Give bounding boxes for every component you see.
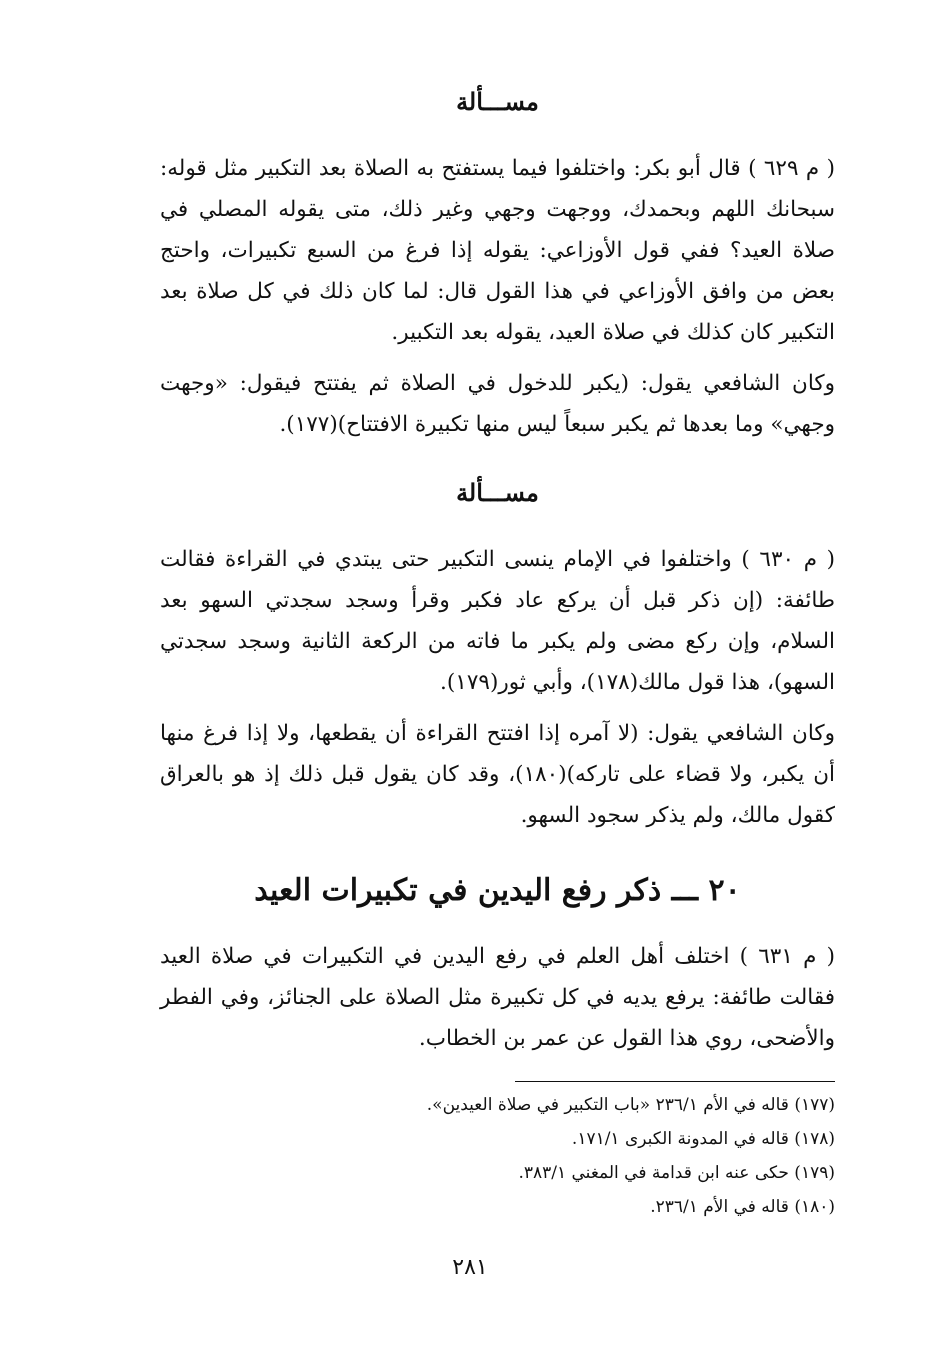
footnote-178: (١٧٨) قاله في المدونة الكبرى ١٧١/١. (571, 1129, 835, 1149)
footnote-divider (515, 1081, 835, 1082)
section-heading: مســـألة (456, 87, 539, 116)
footnote-177: (١٧٧) قاله في الأم ٢٣٦/١ «باب التكبير في صلاة العيدين». (426, 1095, 835, 1115)
paragraph-629-shafii: وكان الشافعي يقول: (يكبر للدخول في الصلاة ثم يفتتح فيقول: «وجهت وجهي» وما بعدها ثم يكبر سبعاً ليس منها تكبيرة الافتتاح)(١٧٧). (160, 371, 835, 437)
section-heading: مســـألة (456, 478, 539, 507)
page-number: ٢٨١ (452, 1255, 488, 1280)
footnote-179: (١٧٩) حكى عنه ابن قدامة في المغني ٣٨٣/١. (518, 1163, 835, 1183)
page-body (160, 80, 835, 1224)
footnotes (335, 1088, 835, 1224)
paragraph-630: ( م ٦٣٠ ) واختلفوا في الإمام ينسى التكبير حتى يبتدي في القراءة فقالت طائفة: (إن ذكر قبل أن يركع عاد فكبر وقرأ وسجد سجدتي السهو بعد السلام، وإن ركع مضى ولم يكبر ما فاته من الركعة الثانية وسجد سجدتي السهو)، هذا قول مالك(١٧٨)، وأبي ثور(١٧٩). (160, 547, 836, 695)
paragraph-631: ( م ٦٣١ ) اختلف أهل العلم في رفع اليدين في التكبيرات في صلاة العيد فقالت طائفة: يرفع يديه في كل تكبيرة مثل الصلاة على الجنائز، وفي الفطر والأضحى، روي هذا القول عن عمر بن الخطاب. (160, 944, 835, 1051)
chapter-title: ٢٠ ـــ ذكر رفع اليدين في تكبيرات العيد (254, 873, 741, 908)
paragraph-629: ( م ٦٢٩ ) قال أبو بكر: واختلفوا فيما يستفتح به الصلاة بعد التكبير مثل قوله: سبحانك اللهم وبحمدك، ووجهت وجهي وغير ذلك، متى يقوله المصلي في صلاة العيد؟ ففي قول الأوزاعي: يقوله إذا فرغ من السبع تكبيرات، واحتج بعض من وافق الأوزاعي في هذا القول قال: لما كان ذلك في كل صلاة بعد التكبير كان كذلك في صلاة العيد، يقوله بعد التكبير. (160, 156, 835, 345)
footnote-180: (١٨٠) قاله في الأم ٢٣٦/١. (650, 1197, 835, 1217)
paragraph-630-shafii: وكان الشافعي يقول: (لا آمره إذا افتتح القراءة أن يقطعها، ولا إذا فرغ منها أن يكبر، ولا قضاء على تاركه)(١٨٠)، وقد كان يقول قبل ذلك إذ هو بالعراق كقول مالك، ولم يذكر سجود السهو. (160, 721, 835, 828)
